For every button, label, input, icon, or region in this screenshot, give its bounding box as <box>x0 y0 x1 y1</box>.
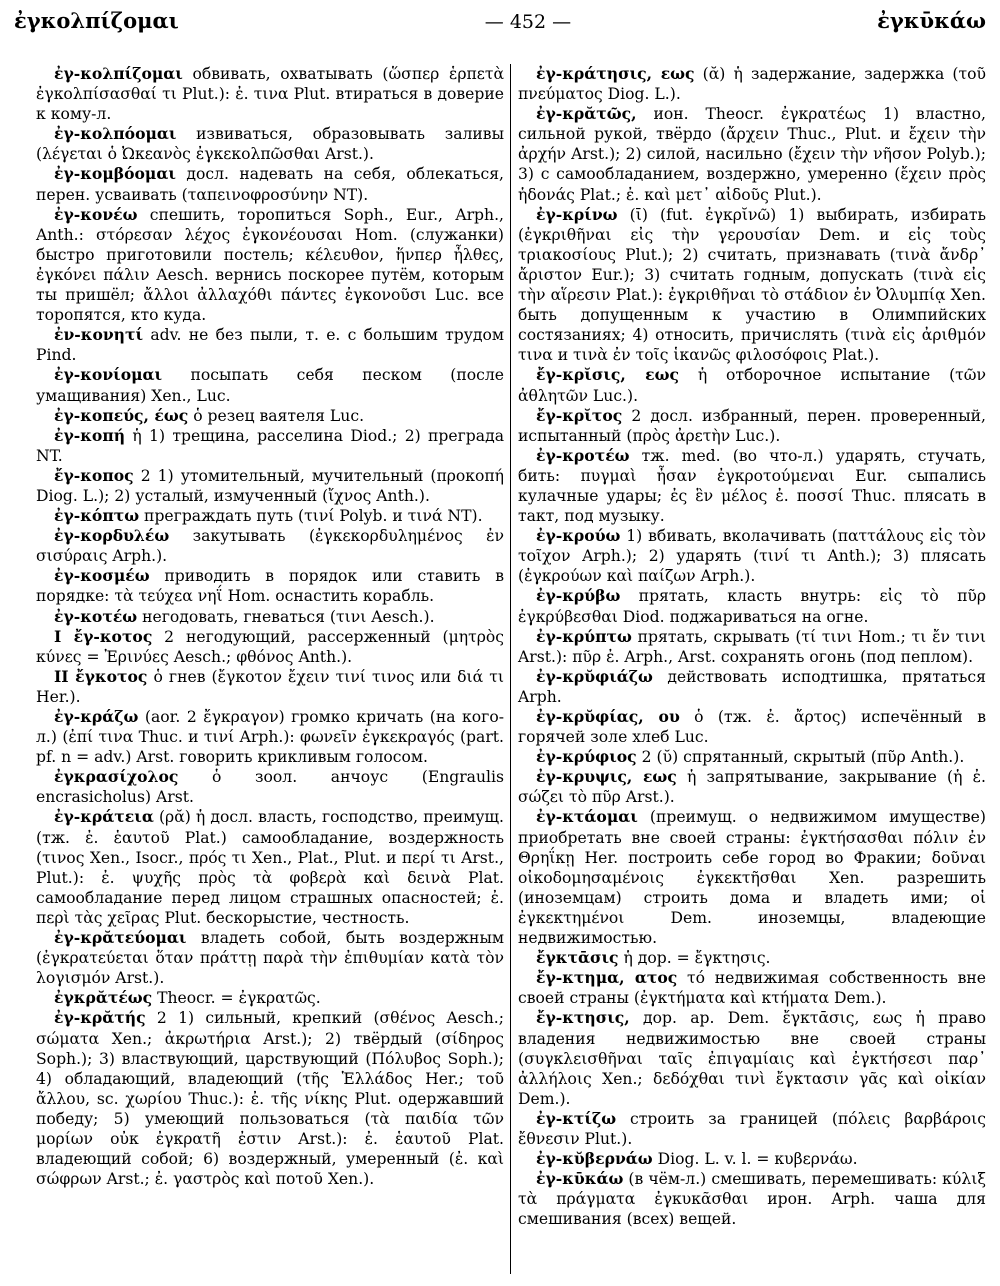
dictionary-entry <box>518 104 986 204</box>
dictionary-entry <box>36 707 504 767</box>
column-divider <box>510 64 511 1274</box>
entry-definition: досл. надевать на себя, облекаться, перен. усваивать (ταπεινοφροσύνην NT). <box>36 165 504 204</box>
dictionary-entry <box>518 365 986 405</box>
entry-headword: ἐγ-κρύβω <box>536 586 621 606</box>
dictionary-entry <box>36 124 504 164</box>
running-headword-left: ἐγκολπίζομαι <box>14 8 179 33</box>
entry-headword: ἐγ-κρᾰτῶς, <box>536 104 637 124</box>
dictionary-entry <box>36 466 504 506</box>
entry-definition: (aor. 2 ἔγκραγον) громко кричать (на кого-л.) (ἐπί τινα Thuc. и τινί Arph.): φωνεῖν ἐγκεκραγός (part. pf. n = adv.) Arst. говорить крикливым голосом. <box>36 708 504 767</box>
dictionary-entry <box>518 807 986 948</box>
entry-definition: (ῑ) (fut. ἐγκρῐνῶ) 1) выбирать, избирать (ἐγκριθῆναι εἰς τὴν γερουσίαν Dem. и εἰς τοὺς τριακοσίους Plut.); 2) считать, признавать (τινὰ ἄνδρ᾽ ἄριστον Eur.); 3) считать годным, допускать (τινὰ εἰς τὴν αἵρεσιν Plat.): ἐγκριθῆναι τὸ στάδιον ἐν Ὀλυμπίᾳ Xen. быть допущенным к участию в Олимпийских состязаниях; 4) относить, причислять (τινὰ εἰς ἀριθμόν τινα и τινὰ ἐν τοῖς ἱκανῶς φιλοσόφοις Plat.). <box>518 205 986 365</box>
dictionary-entry <box>36 325 504 365</box>
entry-headword: ἐγ-κρᾰτεύομαι <box>54 928 187 948</box>
entry-definition: 1) вбивать, вколачивать (παττάλους εἰς τὸν τοῖχον Arph.); 2) ударять (τινί τι Anth.); 3) плясать (ἐγκρούων καὶ παίζων Arph.). <box>518 527 986 586</box>
text-columns <box>14 64 986 1229</box>
dictionary-entry <box>36 205 504 326</box>
entry-headword: ἐγκρᾰτέως <box>54 988 153 1008</box>
running-headword-right: ἐγκῡκάω <box>877 8 986 33</box>
dictionary-entry <box>518 767 986 807</box>
dictionary-entry <box>518 1008 986 1108</box>
dictionary-entry <box>36 164 504 204</box>
entry-definition: посыпать себя песком (после умащивания) Xen., Luc. <box>36 366 504 405</box>
entry-headword: ἐγ-κοπεύς, έως <box>54 405 189 425</box>
entry-definition: 2 (ῠ) спрятанный, скрытый (πῦρ Anth.). <box>636 748 965 767</box>
entry-definition: (преимущ. о недвижимом имуществе) приобретать вне своей страны: ἐγκτήσασθαι πόλιν ἐν Θρηΐκῃ Her. построить себе город во Фракии; δοῦναι οἰκοδομησαμένοις ἐγκεκτῆσθαι Xen. разрешить (иноземцам) строить дома и владеть ими; οἱ ἐγκεκτημένοι Dem. иноземцы, владеющие недвижимостью. <box>518 808 986 948</box>
entry-headword: ἐγ-κρῠφιάζω <box>536 666 653 686</box>
dictionary-entry <box>36 426 504 466</box>
dictionary-entry <box>36 667 504 707</box>
dictionary-entry <box>36 526 504 566</box>
entry-headword: ἐν-κονητί <box>54 325 144 345</box>
entry-definition: ὁ зоол. анчоус (Engraulis encrasicholus) Arst. <box>36 768 504 807</box>
entry-headword: ἐγ-κρούω <box>536 526 621 546</box>
entry-definition: 2 досл. избранный, перен. проверенный, испытанный (πρὸς ἀρετὴν Luc.). <box>518 406 986 445</box>
entry-headword: ἐγ-κρῠφίας, ου <box>536 707 680 726</box>
dictionary-entry <box>518 406 986 446</box>
entry-headword: ἔγ-κτημα, ατος <box>536 968 678 988</box>
entry-headword: ἐγ-κοσμέω <box>54 566 150 586</box>
dictionary-entry <box>518 747 986 767</box>
dictionary-entry <box>36 988 504 1008</box>
dictionary-entry <box>518 627 986 667</box>
entry-headword: II ἔγκοτος <box>54 666 148 686</box>
entry-definition: обвивать, охватывать (ὥσπερ ἑρπετὰ ἐγκολπίσασθαί τι Plut.): ἐ. τινα Plut. втираться в доверие к кому-л. <box>36 65 504 124</box>
entry-definition: дор. ap. Dem. ἔγκτᾱσις, εως ἡ право владения недвижимостью вне своей страны (συγκλεισθῆναι ταῖς ἐπιγαμίαις καὶ ἐγκτήσεσι παρ᾽ ἀλλήλοις Xen.; δεδόχθαι τινὶ ἔγκτασιν γᾶς καὶ οἰκίαν Dem.). <box>518 1009 986 1108</box>
dictionary-entry <box>518 526 986 586</box>
entry-headword: ἐγ-κολπόομαι <box>54 124 177 144</box>
entry-definition: ἡ запрятывание, закрывание (ἡ ἐ. σώζει τὸ πῦρ Arst.). <box>518 768 987 807</box>
entry-headword: ἐγ-κορδυλέω <box>54 526 170 546</box>
entry-headword: ἐγ-κολπίζομαι <box>54 64 183 83</box>
entry-definition: ἡ дор. = ἔγκτησις. <box>618 949 771 968</box>
dictionary-entry <box>518 205 986 366</box>
dictionary-entry <box>518 586 986 626</box>
dictionary-entry <box>36 607 504 627</box>
entry-headword: ἐγ-κρυψις, εως <box>536 767 677 787</box>
dictionary-entry <box>518 707 986 747</box>
right-column <box>518 64 986 1229</box>
entry-definition: 2 1) утомительный, мучительный (προκοπή Diog. L.); 2) усталый, измученный (ἴχνος Anth.). <box>36 466 504 505</box>
entry-headword: ἐγ-κομβόομαι <box>54 164 176 184</box>
entry-definition: ἡ отборочное испытание (τῶν ἀθλητῶν Luc.). <box>518 366 986 405</box>
entry-definition: (в чём-л.) смешивать, перемешивать: κύλιξ τὰ πράγματα ἐγκυκᾶσθαι ирон. Arph. чаша для смешивания (всех) вещей. <box>518 1170 986 1229</box>
dictionary-entry <box>36 406 504 426</box>
entry-definition: ὁ резец ваятеля Luc. <box>188 406 365 425</box>
entry-headword: ἐγ-κρίνω <box>536 204 618 224</box>
dictionary-entry <box>36 807 504 928</box>
entry-headword: ἐγ-κράτεια <box>54 807 154 827</box>
dictionary-entry <box>36 64 504 124</box>
dictionary-entry <box>36 365 504 405</box>
entry-headword: ἐγ-κοπή <box>54 425 126 445</box>
entry-headword: ἐγ-κοτέω <box>54 606 138 626</box>
entry-definition: преграждать путь (τινί Polyb. и τινά NT). <box>139 507 483 526</box>
entry-headword: ἐγ-κτίζω <box>536 1108 617 1128</box>
entry-headword: ἐγ-κῡκάω <box>536 1169 624 1189</box>
entry-headword: ἐγ-κρύπτω <box>536 626 632 646</box>
entry-definition: строить за границей (πόλεις βαρβάροις ἔθνεσιν Plut.). <box>518 1109 986 1148</box>
entry-definition: (ρᾰ) ἡ досл. власть, господство, преимущ. (тж. ἐ. ἑαυτοῦ Plat.) самообладание, воздержность (τινος Xen., Isocr., πρός τι Xen., Plat., Plut. и περί τι Arst., Plut.): ἐ. ψυχῆς πρὸς τὰ φοβερὰ καὶ δεινὰ Plat. самообладание перед лицом страшных опасностей; ἐ. περὶ τὰς χεῖρας Plut. бескорыстие, честность. <box>36 808 504 927</box>
entry-headword: ἔγ-κοπος <box>54 465 134 485</box>
entry-headword: ἔγ-κρῐτος <box>536 405 623 425</box>
entry-headword: ἐγ-κράζω <box>54 707 139 726</box>
dictionary-entry <box>36 566 504 606</box>
entry-definition: извиваться, образовывать заливы (λέγεται ὁ Ὠκεανὸς ἐγκεκολπῶσθαι Arst.). <box>36 125 504 164</box>
entry-definition: спешить, торопиться Soph., Eur., Arph., Anth.: στόρεσαν λέχος ἐγκονέουσαι Hom. (служанки) быстро приготовили постель; κέλευθον, ἥνπερ ἦλθες, ἐγκόνει πάλιν Aesch. вернись поскорее путём, которым ты пришёл; ἄλλοι ἀλλαχόθι πάντες ἐγκονοῦσι Luc. все торопятся, кто куда. <box>36 205 504 325</box>
entry-headword: ἐγ-κτάομαι <box>536 807 638 827</box>
entry-headword: ἐγ-κονέω <box>54 204 138 224</box>
entry-headword: ἐγ-κόπτω <box>54 506 140 526</box>
page-header <box>14 8 986 50</box>
dictionary-entry <box>518 968 986 1008</box>
entry-definition: негодовать, гневаться (τινι Aesch.). <box>137 607 435 626</box>
left-column <box>14 64 504 1229</box>
dictionary-entry <box>518 1149 986 1169</box>
entry-definition: adv. не без пыли, т. е. с большим трудом Pind. <box>36 326 504 365</box>
entry-definition: тж. med. (во что-л.) ударять, стучать, бить: πυγμαὶ ἦσαν ἐγκροτούμεναι Eur. сыпались кулачные удары; ἐς ἓν μέλος ἐ. ποσσί Thuc. плясать в такт, под музыку. <box>518 446 986 526</box>
entry-definition: ἡ 1) трещина, расселина Diod.; 2) преграда NT. <box>36 426 504 465</box>
entry-headword: I ἔγ-κοτος <box>54 626 153 646</box>
entry-headword: ἐγ-κρᾰτής <box>54 1008 146 1028</box>
entry-definition: (ᾰ) ἡ задержание, задержка (τοῦ πνεύματος Diog. L.). <box>518 65 986 104</box>
entry-definition: прятать, класть внутрь: εἰς τὸ πῦρ ἐγκρύβεσθαι Diod. поджариваться на огне. <box>518 587 986 626</box>
entry-headword: ἐγ-κῠβερνάω <box>536 1149 653 1169</box>
entry-definition: 2 1) сильный, крепкий (σθένος Aesch.; σώματα Xen.; ἀκρωτήρια Arst.); 2) твёрдый (σίδηρος Soph.); 3) властвующий, царствующий (Πόλυβος Soph.); 4) обладающий, владеющий (τῆς Ἑλλάδος Her.; τοῦ ἄλλου, sc. χωρίου Thuc.): ἐ. τῆς νίκης Plut. одержавший победу; 5) умеющий пользоваться (τὰ παιδία τῶν μορίων οὐκ ἐγκρατῆ ἐστιν Arst.): ἐ. ἑαυτοῦ Plat. владеющий собой; 6) воздержный, умеренный (ἐ. καὶ σώφρων Arst.; ἐ. γαστρὸς καὶ ποτοῦ Xen.). <box>36 1009 504 1189</box>
entry-definition: закутывать (ἐγκεκορδυλημένος ἐν σισύραις Arph.). <box>36 527 504 566</box>
entry-definition: τό недвижимая собственность вне своей страны (ἐγκτήματα καὶ κτήματα Dem.). <box>518 969 986 1008</box>
dictionary-entry <box>518 446 986 526</box>
entry-definition: Theocr. = ἐγκρατῶς. <box>152 989 321 1008</box>
entry-definition: владеть собой, быть воздержным (ἐγκρατεύεται ὅταν πράττῃ παρὰ τὴν ἐπιθυμίαν κατὰ τὸν λογισμόν Arst.). <box>36 929 504 988</box>
entry-definition: Diog. L. v. l. = κυβερνάω. <box>652 1150 858 1169</box>
dictionary-entry <box>518 1169 986 1229</box>
page-number: — 452 — <box>484 11 572 33</box>
dictionary-entry <box>518 948 986 968</box>
entry-definition: 2 негодующий, рассерженный (μητρὸς κύνες = Ἐρινύες Aesch.; φθόνος Anth.). <box>36 627 504 666</box>
dictionary-entry <box>36 928 504 988</box>
entry-headword: ἐγ-κράτησις, εως <box>536 64 695 83</box>
dictionary-entry <box>518 667 986 707</box>
dictionary-entry <box>518 1109 986 1149</box>
entry-headword: ἐγ-κρύφιος <box>536 747 637 767</box>
entry-definition: ион. Theocr. ἐγκρατέως 1) властно, сильной рукой, твёрдо (ἄρχειν Thuc., Plut. и ἔχειν τὴν ἀρχήν Arst.); 2) силой, насильно (ἔχειν τὴν νῆσον Polyb.); 3) с самообладанием, воздержно, умеренно (ἔχειν πρὸς ἡδονάς Plat.; ἐ. καὶ μετ᾽ αἰδοῦς Plut.). <box>518 105 986 204</box>
entry-headword: ἐγ-κονίομαι <box>54 365 163 385</box>
dictionary-entry <box>36 627 504 667</box>
entry-definition: прятать, скрывать (τί τινι Hom.; τι ἔν τινι Arst.): πῦρ ἐ. Arph., Arst. сохранять огонь (под пеплом). <box>518 627 986 666</box>
entry-headword: ἐγ-κροτέω <box>536 445 630 465</box>
dictionary-entry <box>36 1008 504 1189</box>
entry-definition: приводить в порядок или ставить в порядке: τὰ τεύχεα νηΐ Hom. оснастить корабль. <box>36 567 504 606</box>
entry-headword: ἐγκρασίχολος <box>54 767 179 787</box>
entry-headword: ἔγκτᾱσις <box>536 948 619 968</box>
entry-headword: ἔγ-κρῐσις, εως <box>536 365 679 385</box>
entry-definition: действовать исподтишка, прятаться Arph. <box>518 667 986 706</box>
entry-headword: ἔγ-κτησις, <box>536 1008 630 1028</box>
dictionary-entry <box>36 767 504 807</box>
entry-definition: ὁ гнев (ἔγκοτον ἔχειν τινί τινος или διά τι Her.). <box>36 667 504 706</box>
dictionary-entry <box>36 506 504 526</box>
entry-definition: ὁ (тж. ἐ. ἄρτος) испечённый в горячей золе хлеб Luc. <box>518 708 986 747</box>
dictionary-entry <box>518 64 986 104</box>
